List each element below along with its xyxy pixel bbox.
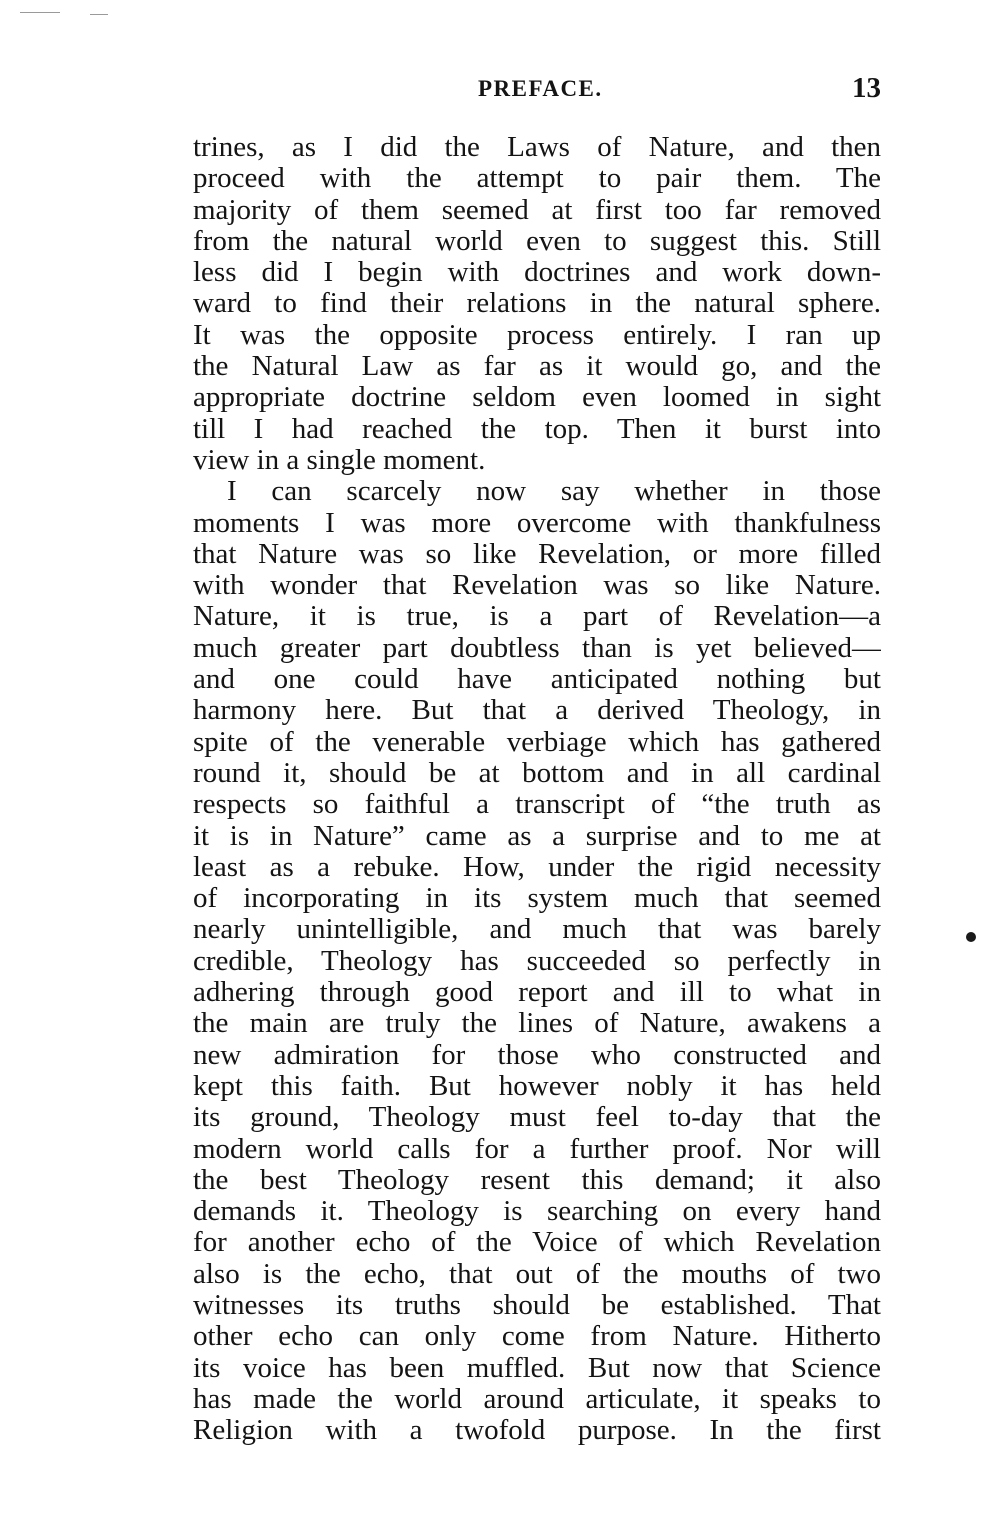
text-line: view in a single moment. [193,444,486,476]
text-line: the best Theology resent this demand; it also [193,1164,881,1196]
text-line: harmony here. But that a derived Theology, in [193,695,881,727]
text-line: from the natural world even to suggest this. Still [193,225,881,257]
text-line: its ground, Theology must feel to-day that the [193,1102,881,1134]
text-line: that Nature was so like Revelation, or more filled [193,538,881,570]
text-line: least as a rebuke. How, under the rigid necessity [193,851,881,883]
page-number: 13 [852,72,881,104]
text-line: less did I begin with doctrines and work down- [193,257,881,289]
text-line: the main are truly the lines of Nature, awakens a [193,1008,881,1040]
text-line: I can scarcely now say whether in those [227,476,881,508]
text-line: round it, should be at bottom and in all cardinal [193,757,881,789]
paragraph [193,476,881,1446]
text-line: new admiration for those who constructed and [193,1039,881,1071]
text-line: respects so faithful a transcript of “the truth as [193,789,881,821]
text-line: of incorporating in its system much that seemed [193,883,881,915]
text-line: with wonder that Revelation was so like Nature. [193,570,881,602]
text-line: It was the opposite process entirely. I ran up [193,319,881,351]
scan-artifact [90,14,108,15]
page-header [193,72,881,108]
text-line: witnesses its truths should be established. That [193,1289,881,1321]
text-line: demands it. Theology is searching on every hand [193,1196,881,1228]
text-line: has made the world around articulate, it speaks to [193,1383,881,1415]
scan-artifact [20,12,60,13]
text-line: nearly unintelligible, and much that was barely [193,914,881,946]
paragraph [193,132,881,476]
ink-speck [966,932,976,942]
text-line: appropriate doctrine seldom even loomed in sight [193,382,881,414]
text-line: and one could have anticipated nothing but [193,664,881,696]
text-line: kept this faith. But however nobly it has held [193,1070,881,1102]
text-line: adhering through good report and ill to what in [193,977,881,1009]
text-line: modern world calls for a further proof. Nor will [193,1133,881,1165]
text-line: Religion with a twofold purpose. In the first [193,1415,881,1447]
text-line: for another echo of the Voice of which Revelation [193,1227,881,1259]
text-line: Nature, it is true, is a part of Revelation—a [193,601,881,633]
body-text [193,132,881,1446]
text-line: credible, Theology has succeeded so perfectly in [193,945,881,977]
text-line: other echo can only come from Nature. Hitherto [193,1321,881,1353]
running-title: PREFACE. [478,76,603,101]
text-line: moments I was more overcome with thankfulness [193,507,881,539]
text-line: proceed with the attempt to pair them. The [193,163,881,195]
text-line: much greater part doubtless than is yet believed— [193,632,881,664]
text-line: trines, as I did the Laws of Nature, and then [193,132,881,163]
text-line: till I had reached the top. Then it burst into [193,413,881,445]
text-line: spite of the venerable verbiage which has gathered [193,726,881,758]
text-line: it is in Nature” came as a surprise and to me at [193,820,881,852]
text-line: ward to find their relations in the natural sphere. [193,288,881,320]
text-line: majority of them seemed at first too far removed [193,194,881,226]
text-line: also is the echo, that out of the mouths of two [193,1258,881,1290]
text-line: the Natural Law as far as it would go, and the [193,351,881,383]
text-line: its voice has been muffled. But now that Science [193,1352,881,1384]
